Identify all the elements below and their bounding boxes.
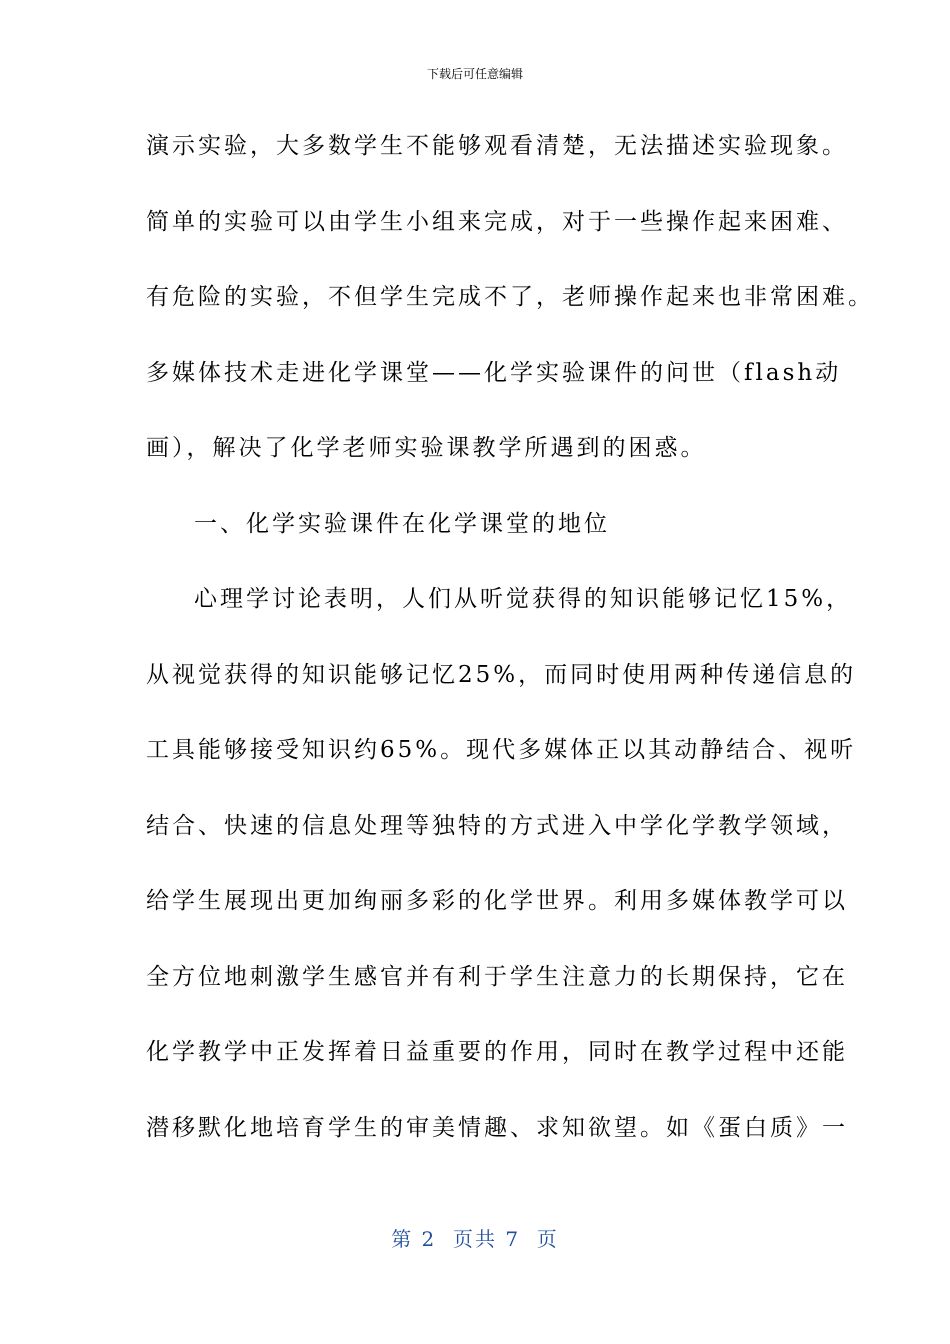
body-line: 给学生展现出更加绚丽多彩的化学世界。利用多媒体教学可以 [146,888,848,914]
body-line: 画），解决了化学老师实验课教学所遇到的困惑。 [146,435,707,461]
section-heading: 一、化学实验课件在化学课堂的地位 [194,510,610,537]
paragraph-first-line: 心理学讨论表明，人们从听觉获得的知识能够记忆15%， [194,586,853,612]
body-line: 简单的实验可以由学生小组来完成，对于一些操作起来困难、 [146,208,848,235]
body-line: 有危险的实验，不但学生完成不了，老师操作起来也非常困难。 [146,284,874,310]
body-line: 从视觉获得的知识能够记忆25%，而同时使用两种传递信息的 [146,661,857,688]
document-body [146,126,874,1183]
body-line: 多媒体技术走进化学课堂——化学实验课件的问世（flash动 [146,359,842,386]
body-line: 结合、快速的信息处理等独特的方式进入中学化学教学领域， [146,812,848,839]
body-line: 潜移默化地培育学生的审美情趣、求知欲望。如《蛋白质》一 [146,1114,848,1141]
page-number-footer: 第 2 页共 7 页 [391,1227,559,1251]
body-line: 化学教学中正发挥着日益重要的作用，同时在教学过程中还能 [146,1039,848,1065]
body-line: 全方位地刺激学生感官并有利于学生注意力的长期保持，它在 [146,963,848,990]
page-header: 下载后可任意编辑 [426,67,523,81]
body-line: 工具能够接受知识约65%。现代多媒体正以其动静结合、视听 [146,737,857,763]
body-line: 演示实验，大多数学生不能够观看清楚，无法描述实验现象。 [146,133,848,159]
